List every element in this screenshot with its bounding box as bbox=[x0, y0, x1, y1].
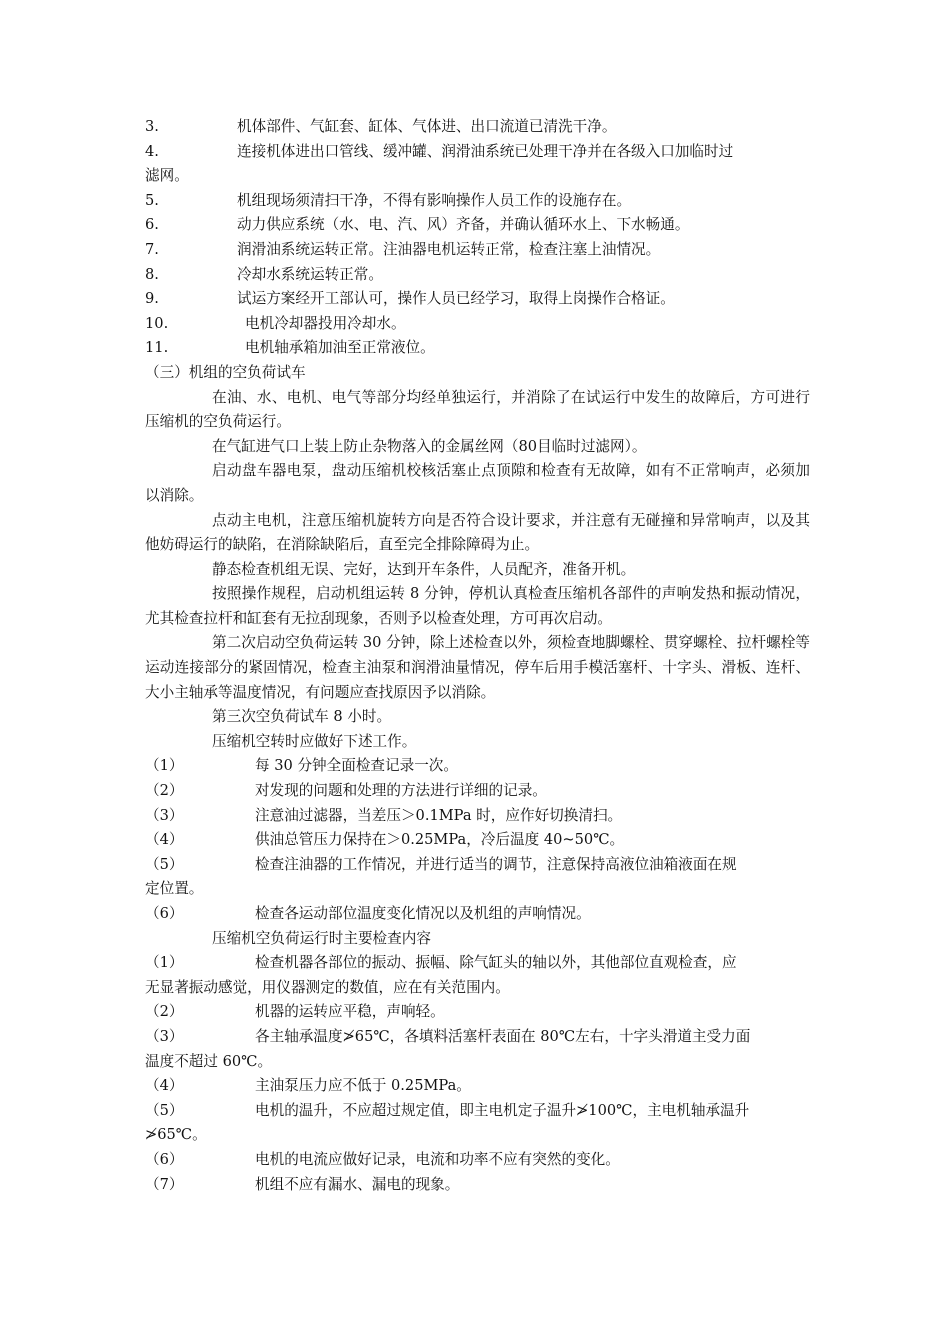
list-item bbox=[145, 115, 810, 140]
item-text: 机组不应有漏水、漏电的现象。 bbox=[255, 1175, 460, 1193]
procedure-paragraphs bbox=[145, 386, 810, 755]
item-number: （4） bbox=[145, 831, 184, 849]
check-list bbox=[145, 951, 810, 1197]
item-text: 动力供应系统（水、电、汽、风）齐备，并确认循环水上、下水畅通。 bbox=[237, 216, 690, 234]
item-text: 冷却水系统运转正常。 bbox=[237, 265, 383, 283]
list-item bbox=[145, 140, 810, 165]
item-number: 4. bbox=[145, 142, 159, 160]
list-item bbox=[145, 951, 810, 976]
item-text: 电机冷却器投用冷却水。 bbox=[245, 314, 406, 332]
item-continuation: 无显著振动感觉，用仪器测定的数值，应在有关范围内。 bbox=[145, 978, 510, 996]
item-number: （6） bbox=[145, 1150, 184, 1168]
list-item bbox=[145, 1074, 810, 1099]
paragraph: 点动主电机，注意压缩机旋转方向是否符合设计要求，并注意有无碰撞和异常响声，以及其他妨碍运行的缺陷，在消除缺陷后，直至完全排除障碍为止。 bbox=[145, 511, 810, 554]
item-text: 各主轴承温度≯65℃，各填料活塞杆表面在 80℃左右，十字头滑道主受力面 bbox=[255, 1027, 751, 1045]
list-item bbox=[145, 828, 810, 853]
paragraph: 按照操作规程，启动机组运转 8 分钟，停机认真检查压缩机各部件的声响发热和振动情况，尤其检查拉杆和缸套有无拉刮现象，否则予以检查处理，方可再次启动。 bbox=[145, 585, 810, 627]
item-text: 电机轴承箱加油至正常液位。 bbox=[245, 339, 435, 357]
list-item bbox=[145, 287, 810, 312]
paragraph: 第二次启动空负荷运转 30 分钟，除上述检查以外，须检查地脚螺栓、贯穿螺栓、拉杆螺栓等运动连接部分的紧固情况，检查主油泵和润滑油量情况，停车后用手模活塞杆、十字头、滑板、连杆、大小主轴承等温度情况，有问题应查找原因予以消除。 bbox=[145, 634, 810, 701]
paragraph: 压缩机空转时应做好下述工作。 bbox=[212, 732, 417, 750]
item-continuation: 滤网。 bbox=[145, 167, 189, 185]
list-item bbox=[145, 336, 810, 361]
item-number: （7） bbox=[145, 1175, 184, 1193]
item-number: （1） bbox=[145, 757, 184, 775]
paragraph: 第三次空负荷试车 8 小时。 bbox=[212, 708, 392, 726]
paragraph: 静态检查机组无误、完好，达到开车条件，人员配齐，准备开机。 bbox=[212, 560, 636, 578]
item-text: 试运方案经开工部认可，操作人员已经学习，取得上岗操作合格证。 bbox=[237, 290, 675, 308]
item-number: 8. bbox=[145, 265, 159, 283]
item-text: 对发现的问题和处理的方法进行详细的记录。 bbox=[255, 782, 547, 800]
list-item bbox=[145, 312, 810, 337]
item-continuation: 温度不超过 60℃。 bbox=[145, 1052, 273, 1070]
item-number: （1） bbox=[145, 954, 184, 972]
item-number: （2） bbox=[145, 782, 184, 800]
item-number: （3） bbox=[145, 1027, 184, 1045]
list-item bbox=[145, 754, 810, 779]
item-text: 供油总管压力保持在＞0.25MPa，冷后温度 40~50℃。 bbox=[255, 831, 625, 849]
document-page bbox=[145, 115, 810, 1197]
item-text: 注意油过滤器，当差压＞0.1MPa 时，应作好切换清扫。 bbox=[255, 806, 623, 824]
list-item bbox=[145, 1148, 810, 1173]
list-item bbox=[145, 263, 810, 288]
item-text: 电机的电流应做好记录，电流和功率不应有突然的变化。 bbox=[255, 1150, 620, 1168]
item-number: 7. bbox=[145, 240, 159, 258]
list-item bbox=[145, 902, 810, 927]
item-number: （4） bbox=[145, 1077, 184, 1095]
list-item bbox=[145, 238, 810, 263]
work-list bbox=[145, 754, 810, 926]
item-number: 9. bbox=[145, 290, 159, 308]
item-text: 检查机器各部位的振动、振幅、除气缸头的轴以外，其他部位直观检查，应 bbox=[255, 954, 737, 972]
item-text: 检查各运动部位温度变化情况以及机组的声响情况。 bbox=[255, 905, 591, 922]
list-item bbox=[145, 213, 810, 238]
item-number: （3） bbox=[145, 806, 184, 824]
item-number: （6） bbox=[145, 905, 184, 922]
list-item bbox=[145, 853, 810, 878]
item-continuation: ≯65℃。 bbox=[145, 1126, 207, 1144]
paragraph: 在气缸进气口上装上防止杂物落入的金属丝网（80目临时过滤网）。 bbox=[212, 437, 647, 455]
item-number: 5. bbox=[145, 191, 159, 209]
item-text: 机器的运转应平稳，声响轻。 bbox=[255, 1003, 445, 1021]
item-text: 检查注油器的工作情况，并进行适当的调节，注意保持高液位油箱液面在规 bbox=[255, 855, 737, 873]
list-item bbox=[145, 779, 810, 804]
item-text: 连接机体进出口管线、缓冲罐、润滑油系统已处理干净并在各级入口加临时过 bbox=[237, 142, 734, 160]
section-heading: （三）机组的空负荷试车 bbox=[145, 363, 306, 381]
item-text: 电机的温升，不应超过规定值，即主电机定子温升≯100℃，主电机轴承温升 bbox=[255, 1101, 750, 1119]
list-item bbox=[145, 804, 810, 829]
item-number: 6. bbox=[145, 216, 159, 234]
item-number: 10. bbox=[145, 314, 169, 332]
list-item bbox=[145, 1025, 810, 1050]
item-text: 润滑油系统运转正常。注油器电机运转正常，检查注塞上油情况。 bbox=[237, 240, 661, 258]
item-text: 机组现场须清扫干净，不得有影响操作人员工作的设施存在。 bbox=[237, 191, 632, 209]
precondition-list bbox=[145, 115, 810, 361]
item-continuation: 定位置。 bbox=[145, 880, 204, 898]
item-text: 机体部件、气缸套、缸体、气体进、出口流道已清洗干净。 bbox=[237, 118, 617, 135]
list-item bbox=[145, 1173, 810, 1198]
list-item bbox=[145, 189, 810, 214]
check-heading: 压缩机空负荷运行时主要检查内容 bbox=[212, 929, 431, 947]
item-number: 3. bbox=[145, 118, 159, 135]
item-number: （5） bbox=[145, 1101, 184, 1119]
item-text: 主油泵压力应不低于 0.25MPa。 bbox=[255, 1077, 471, 1095]
paragraph: 启动盘车器电泵，盘动压缩机校核活塞止点顶隙和检查有无故障，如有不正常响声，必须加以消除。 bbox=[145, 462, 810, 504]
item-text: 每 30 分钟全面检查记录一次。 bbox=[255, 757, 458, 775]
list-item bbox=[145, 1000, 810, 1025]
item-number: 11. bbox=[145, 339, 169, 357]
paragraph: 在油、水、电机、电气等部分均经单独运行，并消除了在试运行中发生的故障后，方可进行压缩机的空负荷运行。 bbox=[145, 388, 810, 431]
item-number: （5） bbox=[145, 855, 184, 873]
item-number: （2） bbox=[145, 1003, 184, 1021]
list-item bbox=[145, 1099, 810, 1124]
